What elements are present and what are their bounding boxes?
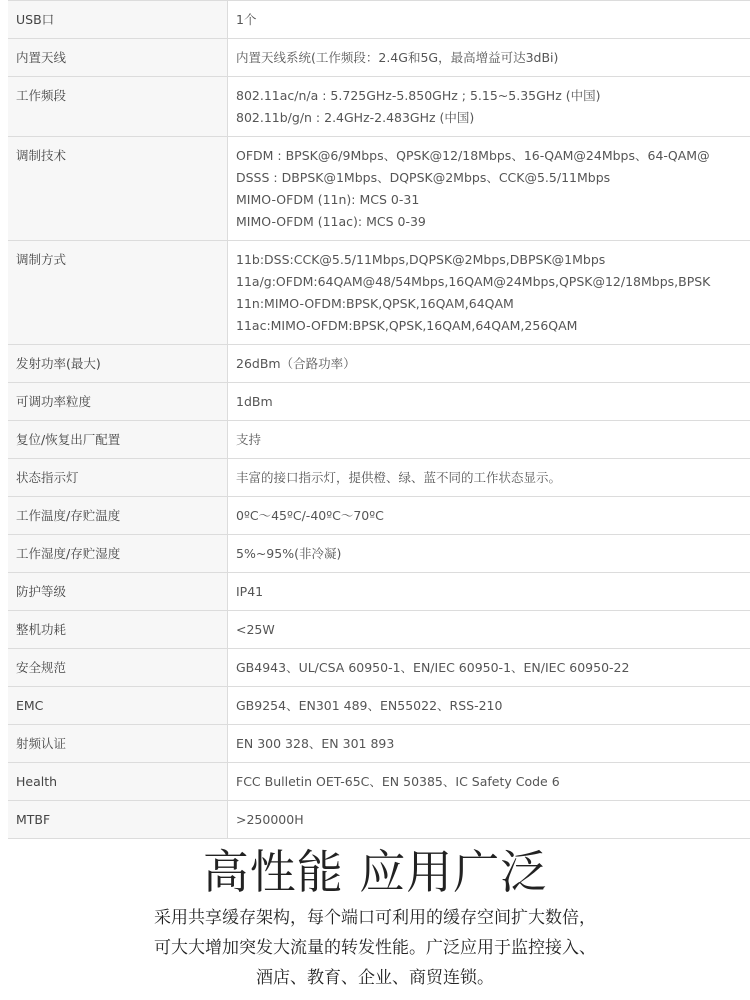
- spec-value-line: 丰富的接口指示灯，提供橙、绿、蓝不同的工作状态显示。: [236, 470, 562, 485]
- spec-row: [8, 725, 750, 763]
- spec-value-line: 11b:DSS:CCK@5.5/11Mbps,DQPSK@2Mbps,DBPSK@1Mbps: [236, 252, 606, 267]
- spec-label: 防护等级: [8, 573, 228, 611]
- spec-value-line: 11n:MIMO-OFDM:BPSK,QPSK,16QAM,64QAM: [236, 296, 514, 311]
- spec-label: 安全规范: [8, 649, 228, 687]
- spec-label: 状态指示灯: [8, 459, 228, 497]
- spec-label: EMC: [8, 687, 228, 725]
- spec-value: [228, 459, 750, 497]
- spec-row: [8, 345, 750, 383]
- spec-value: [228, 763, 750, 801]
- spec-value-line: 11ac:MIMO-OFDM:BPSK,QPSK,16QAM,64QAM,256QAM: [236, 318, 578, 333]
- spec-label: 工作频段: [8, 77, 228, 137]
- spec-value-line: MIMO-OFDM (11ac): MCS 0-39: [236, 214, 426, 229]
- spec-label: Health: [8, 763, 228, 801]
- spec-row: [8, 497, 750, 535]
- description-line: 酒店、教育、企业、商贸连锁。: [256, 968, 494, 988]
- spec-value-line: 0ºC～45ºC/-40ºC～70ºC: [236, 508, 384, 523]
- spec-value: [228, 39, 750, 77]
- spec-value: [228, 801, 750, 839]
- spec-value-line: >250000H: [236, 812, 304, 827]
- spec-row: [8, 421, 750, 459]
- description-line: 采用共享缓存架构，每个端口可利用的缓存空间扩大数倍，: [154, 908, 596, 928]
- spec-value-line: FCC Bulletin OET-65C、EN 50385、IC Safety Code 6: [236, 774, 560, 789]
- spec-value: [228, 137, 750, 241]
- spec-value-line: 5%~95%(非冷凝): [236, 546, 342, 561]
- spec-value-line: 1个: [236, 12, 257, 27]
- spec-label: USB口: [8, 1, 228, 39]
- spec-value-line: MIMO-OFDM (11n): MCS 0-31: [236, 192, 420, 207]
- spec-label: 复位/恢复出厂配置: [8, 421, 228, 459]
- spec-label: 调制方式: [8, 241, 228, 345]
- spec-label: 可调功率粒度: [8, 383, 228, 421]
- spec-value-line: 11a/g:OFDM:64QAM@48/54Mbps,16QAM@24Mbps,QPSK@12/18Mbps,BPSK: [236, 274, 711, 289]
- spec-row: [8, 459, 750, 497]
- spec-row: [8, 535, 750, 573]
- spec-label: 内置天线: [8, 39, 228, 77]
- spec-row: [8, 383, 750, 421]
- spec-table: [8, 0, 750, 839]
- spec-value-line: 802.11ac/n/a : 5.725GHz-5.850GHz ; 5.15~5.35GHz (中国): [236, 88, 601, 103]
- spec-row: [8, 763, 750, 801]
- spec-row: [8, 573, 750, 611]
- spec-value: [228, 497, 750, 535]
- section-headline: 高性能 应用广泛: [202, 845, 548, 899]
- spec-row: [8, 137, 750, 241]
- spec-row: [8, 1, 750, 39]
- spec-value-line: 内置天线系统(工作频段：2.4G和5G，最高增益可达3dBi): [236, 50, 559, 65]
- spec-value-line: EN 300 328、EN 301 893: [236, 736, 395, 751]
- spec-value-line: OFDM : BPSK@6/9Mbps、QPSK@12/18Mbps、16-QAM@24Mbps、64-QAM@: [236, 148, 710, 163]
- spec-value: [228, 573, 750, 611]
- spec-value: [228, 1, 750, 39]
- description-line: 可大大增加突发大流量的转发性能。广泛应用于监控接入、: [154, 938, 596, 958]
- spec-row: [8, 39, 750, 77]
- spec-label: 工作温度/存贮温度: [8, 497, 228, 535]
- spec-label: 射频认证: [8, 725, 228, 763]
- spec-row: [8, 801, 750, 839]
- spec-value: [228, 535, 750, 573]
- spec-value: [228, 687, 750, 725]
- spec-value: [228, 421, 750, 459]
- spec-value-line: DSSS : DBPSK@1Mbps、DQPSK@2Mbps、CCK@5.5/11Mbps: [236, 170, 611, 185]
- spec-row: [8, 649, 750, 687]
- spec-value: [228, 383, 750, 421]
- spec-value: [228, 345, 750, 383]
- spec-row: [8, 687, 750, 725]
- section-description: [0, 903, 750, 993]
- spec-value-line: GB9254、EN301 489、EN55022、RSS-210: [236, 698, 503, 713]
- spec-value-line: GB4943、UL/CSA 60950-1、EN/IEC 60950-1、EN/IEC 60950-22: [236, 660, 630, 675]
- spec-label: 发射功率(最大): [8, 345, 228, 383]
- spec-row: [8, 241, 750, 345]
- spec-value-line: 1dBm: [236, 394, 273, 409]
- spec-label: 调制技术: [8, 137, 228, 241]
- spec-value-line: IP41: [236, 584, 264, 599]
- spec-value: [228, 77, 750, 137]
- spec-value: [228, 611, 750, 649]
- spec-table-body: [8, 1, 750, 839]
- spec-value: [228, 725, 750, 763]
- spec-label: MTBF: [8, 801, 228, 839]
- spec-row: [8, 611, 750, 649]
- spec-label: 整机功耗: [8, 611, 228, 649]
- spec-row: [8, 77, 750, 137]
- spec-value: [228, 241, 750, 345]
- spec-value-line: 802.11b/g/n : 2.4GHz-2.483GHz (中国): [236, 110, 475, 125]
- spec-value-line: <25W: [236, 622, 275, 637]
- spec-value-line: 26dBm（合路功率）: [236, 356, 356, 371]
- spec-value: [228, 649, 750, 687]
- spec-label: 工作湿度/存贮湿度: [8, 535, 228, 573]
- spec-value-line: 支持: [236, 432, 262, 447]
